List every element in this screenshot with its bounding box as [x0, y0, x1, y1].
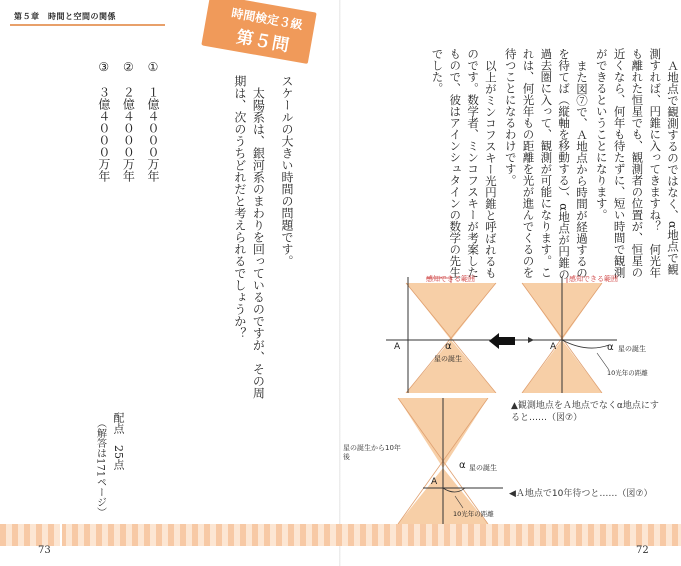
future-cone — [406, 283, 496, 340]
option-1[interactable] — [143, 60, 162, 240]
alpha-label: α — [459, 460, 466, 471]
option-text: １億４０００万年 — [146, 86, 160, 182]
figure-caption-2: ◀Ａ地点で10年待つと……（図⑦） — [509, 489, 653, 499]
question-text — [220, 75, 296, 405]
option-number: ① — [146, 60, 160, 74]
right-page — [341, 0, 681, 566]
alpha-label: α — [607, 342, 614, 353]
distance-label: 10光年の距離 — [453, 510, 494, 518]
answer-reference: （解答は171ページ） — [94, 418, 106, 518]
star-birth-label: 星の誕生 — [618, 345, 646, 353]
page-number-left: 73 — [38, 545, 51, 556]
light-cone-diagram-a — [517, 275, 677, 393]
body-text — [426, 48, 681, 283]
figure-caption-1: ▲観測地点をＡ地点でなくα地点にすると……（図⑦） — [511, 401, 659, 424]
point-a-label: A — [550, 342, 557, 352]
option-2[interactable] — [119, 60, 138, 240]
star-birth-label: 星の誕生 — [434, 355, 462, 363]
chapter-header: 第５章 時間と空間の関係 — [14, 12, 116, 21]
option-text: ３億４０００万年 — [96, 86, 111, 182]
point-a-label: A — [394, 342, 401, 352]
light-cone-diagram-wait — [393, 398, 503, 524]
option-3[interactable] — [94, 60, 113, 240]
option-number: ③ — [96, 60, 111, 74]
distance-label: 10光年の距離 — [607, 369, 648, 377]
page-number-right: 72 — [636, 545, 649, 556]
question-body: 太陽系は、銀河系のまわりを回っているのですが、その周期は、次のうちどれだと考えられるでしょうか？ — [232, 75, 266, 399]
paragraph-3: 以上がミンコフスキー光円錐と呼ばれるものです。数学者、ミンコフスキーが考案したもので、彼はアインシュタインの数学の先生でした。 — [430, 48, 498, 278]
ten-years-after-label: 星の誕生から10年後 — [343, 444, 401, 462]
left-page — [0, 0, 340, 566]
footer-band — [0, 524, 681, 546]
option-number: ② — [121, 60, 136, 74]
paragraph-2: また図⑦で、Ａ地点から時間が経過するのを待てば（縦軸を移動する）、α地点が円錐の過去圏に入って、観測が可能になります。これは、何光年もの距離を光が進んでくるのを待つことになるわけです。 — [503, 48, 589, 281]
left-arrow-icon — [489, 333, 515, 349]
question-lead: スケールの大きい時間の問題です。 — [280, 75, 294, 267]
answer-options — [88, 60, 162, 240]
score: 配点 25点 — [112, 412, 126, 470]
alpha-label: α — [445, 341, 452, 352]
perceivable-range-label: 感知できる範囲 — [426, 275, 475, 283]
paragraph-1: Ａ地点で観測するのではなく、α地点で観測すれば、円錐に入ってきますね？ 何光年も離れた恒星でも、観測者の位置が、恒星の近くなら、何年も待たずに、短い時間で観測ができるということになります。 — [594, 48, 680, 278]
badge-question-number: 第５問 — [234, 27, 292, 57]
star-birth-label: 星の誕生 — [469, 464, 497, 472]
badge-level: 時間検定３級 — [230, 6, 304, 33]
chapter-rule — [10, 24, 165, 26]
option-text: ２億４０００万年 — [121, 86, 136, 182]
point-a-label: A — [431, 477, 438, 487]
perceivable-range-label: 感知できる範囲 — [569, 275, 618, 283]
